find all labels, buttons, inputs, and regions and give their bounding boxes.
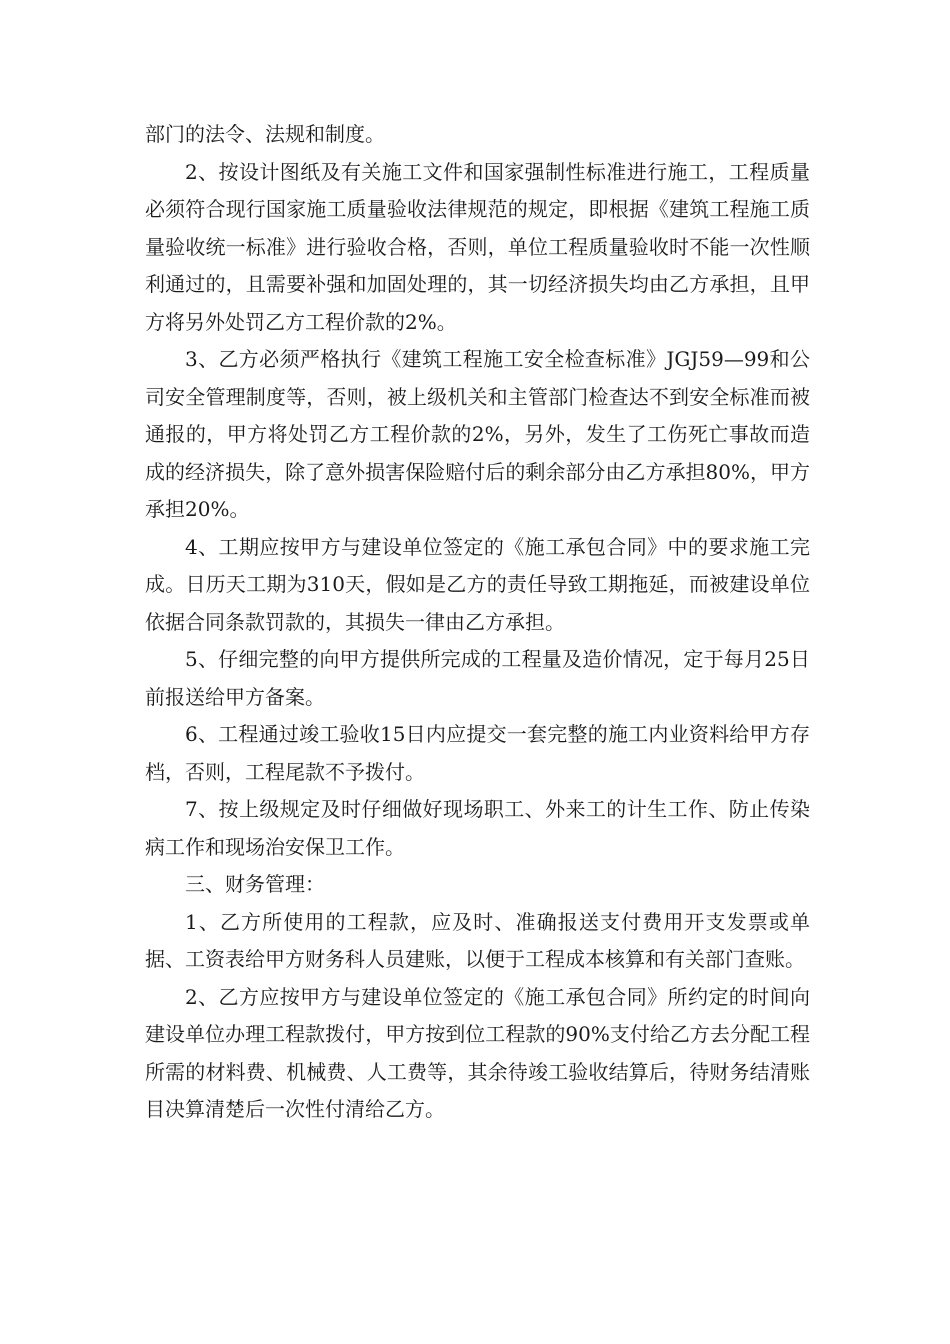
document-body bbox=[145, 116, 810, 1129]
paragraph-continuation: 部门的法令、法规和制度。 bbox=[145, 122, 385, 146]
paragraph-finance-clause-1: 1、乙方所使用的工程款，应及时、准确报送支付费用开支发票或单据、工资表给甲方财务科人员建账，以便于工程成本核算和有关部门查账。 bbox=[145, 909, 810, 971]
paragraph-clause-7-site-management: 7、按上级规定及时仔细做好现场职工、外来工的计生工作、防止传染病工作和现场治安保卫工作。 bbox=[145, 797, 810, 859]
paragraph-clause-3-safety: 3、乙方必须严格执行《建筑工程施工安全检查标准》JGJ59—99和公司安全管理制度等，否则，被上级机关和主管部门检查达不到安全标准而被通报的，甲方将处罚乙方工程价款的2%，另外，发生了工伤死亡事故而造成的经济损失，除了意外损害保险赔付后的剩余部分由乙方承担80%，甲方承担20%。 bbox=[145, 347, 810, 521]
paragraph-clause-6-archive: 6、工程通过竣工验收15日内应提交一套完整的施工内业资料给甲方存档，否则，工程尾款不予拨付。 bbox=[145, 722, 810, 784]
section-heading-finance: 三、财务管理： bbox=[185, 872, 325, 896]
paragraph-clause-2-quality: 2、按设计图纸及有关施工文件和国家强制性标准进行施工，工程质量必须符合现行国家施工质量验收法律规范的规定，即根据《建筑工程施工质量验收统一标准》进行验收合格，否则，单位工程质量验收时不能一次性顺利通过的，且需要补强和加固处理的，其一切经济损失均由乙方承担，且甲方将另外处罚乙方工程价款的2%。 bbox=[145, 159, 810, 334]
paragraph-clause-5-reporting: 5、仔细完整的向甲方提供所完成的工程量及造价情况，定于每月25日前报送给甲方备案。 bbox=[145, 647, 810, 709]
paragraph-finance-clause-2: 2、乙方应按甲方与建设单位签定的《施工承包合同》所约定的时间向建设单位办理工程款拨付，甲方按到位工程款的90%支付给乙方去分配工程所需的材料费、机械费、人工费等，其余待竣工验收结算后，待财务结清账目决算清楚后一次性付清给乙方。 bbox=[145, 984, 810, 1121]
paragraph-clause-4-schedule: 4、工期应按甲方与建设单位签定的《施工承包合同》中的要求施工完成。日历天工期为310天，假如是乙方的责任导致工期拖延，而被建设单位依据合同条款罚款的，其损失一律由乙方承担。 bbox=[145, 534, 810, 634]
